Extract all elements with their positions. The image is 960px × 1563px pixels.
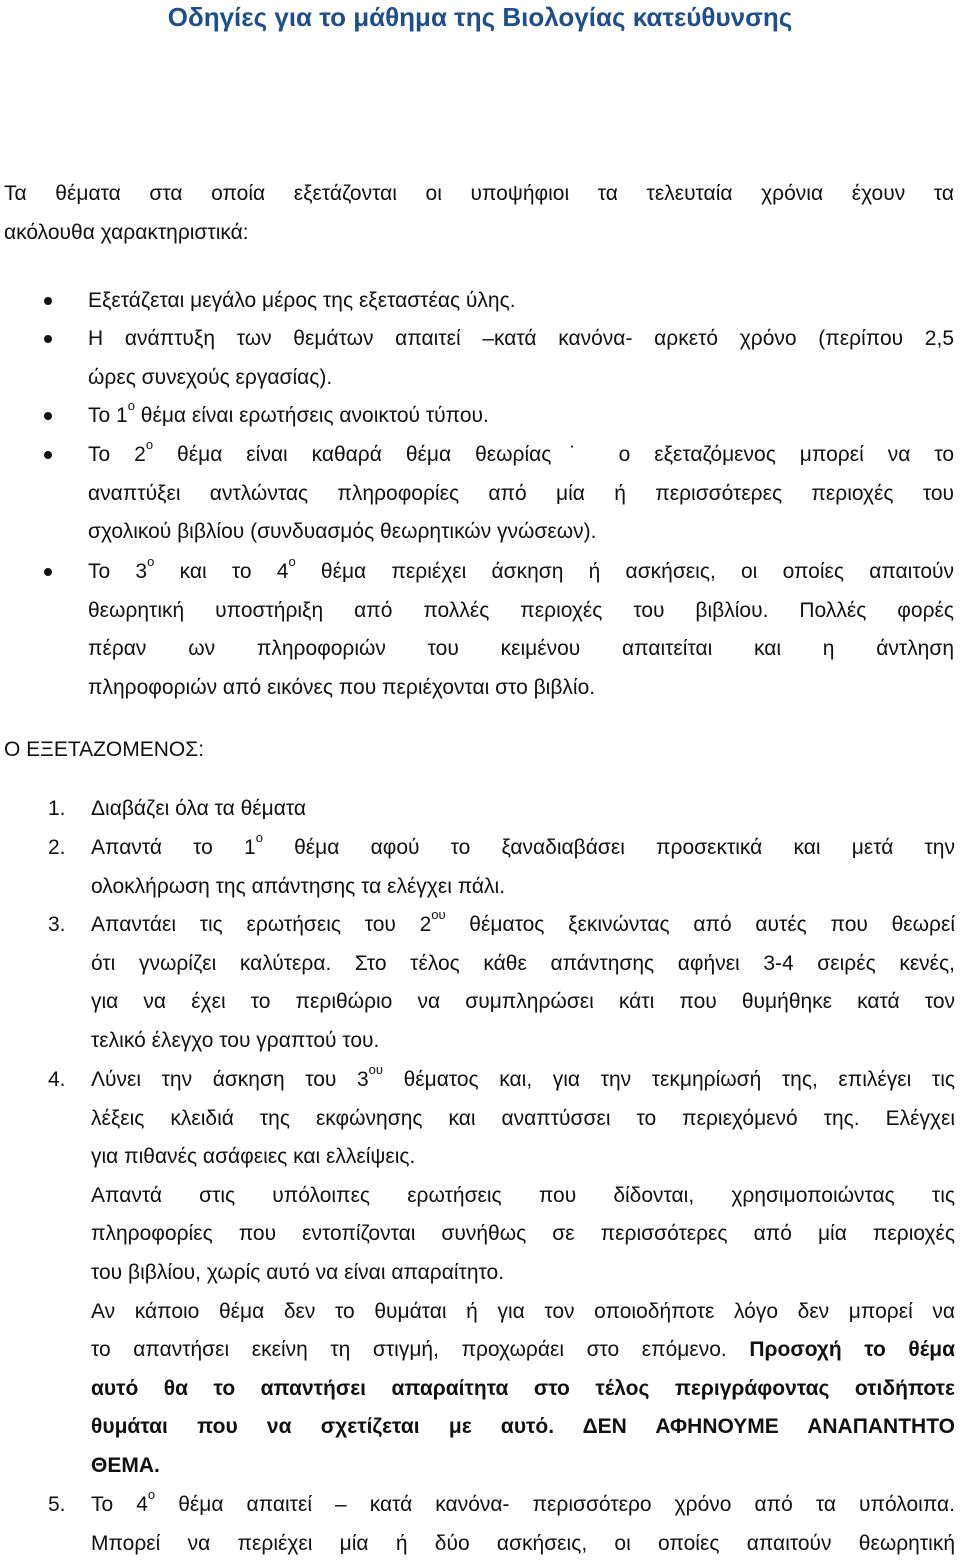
bullet-icon: [44, 451, 52, 459]
step-text: Διαβάζει όλα τα θέματα: [91, 797, 307, 820]
bullet-text: Το $2^o$ θέμα είναι καθαρά θέμα θεωρίας˙ ο εξεταζόμενος μπορεί να το: [88, 437, 955, 466]
bullet-text: Η ανάπτυξη των θεμάτων απαιτεί –κατά κανόνα- αρκετό χρόνο (περίπου 2,5: [88, 327, 954, 350]
bullet-icon: [44, 412, 52, 420]
bullet-text: θεωρητική υποστήριξη από πολλές περιοχές του βιβλίου. Πολλές φορές: [88, 598, 954, 622]
bullet-text: σχολικού βιβλίου (συνδυασμός θεωρητικών γνώσεων).: [88, 520, 597, 544]
bullet-text: Το $3^o$ και το $4^o$ θέμα περιέχει άσκηση ή ασκήσεις, οι οποίες απαιτούν: [88, 554, 954, 583]
step-number: 5.: [48, 1493, 66, 1516]
bold-warning: αυτό θα το απαντήσει απαραίτητα στο τέλος περιγράφοντας οτιδήποτε: [91, 1376, 955, 1400]
bullet-text: πέραν ων πληροφοριών του κειμένου απαιτείται και η άντληση: [88, 637, 954, 661]
bold-warning: Προσοχή το θέμα: [749, 1338, 955, 1362]
intro-line-2: ακόλουθα χαρακτηριστικά:: [4, 220, 249, 244]
step-text: Λύνει την άσκηση του $3^{o\upsilon}$ θέματος και, για την τεκμηρίωσή της, επιλέγει τις λέξεις κλειδιά της εκφώνησης και αναπτύσσει το περιεχόμενό της. Ελέγχει για πιθανές ασάφειες και ελλείψεις. Απαντά στις υπόλοιπες ερωτήσεις που δίδονται, χρησιμοποιώντας τις πληροφορίες που εντοπίζονται συνήθως σε περισσότερες από μία περιοχές του βιβλίου, χωρίς αυτό να είναι απαραίτητο. Αν κάποιο θέμα δεν το θυμάται ή για τον οποιοδήποτε λόγο δεν μπορεί να το απαντήσει εκείνη τη στιγμή, προχωράει στο επόμενο. Προσοχή το θέμα αυτό θα το απαντήσει απαραίτητα στο τέλος περιγράφοντας οτιδήποτε θυμάται που να σχετίζεται με αυτό. ΔΕΝ ΑΦΗΝΟΥΜΕ ΑΝΑΠΑΝΤΗΤΟ ΘΕΜΑ.: [91, 1062, 955, 1477]
intro-line-1: Τα θέματα στα οποία εξετάζονται οι υποψήφιοι τα τελευταία χρόνια έχουν τα: [4, 182, 954, 205]
step-number: 2.: [48, 836, 66, 859]
step-number: 4.: [48, 1068, 66, 1091]
examinee-heading: Ο ΕΞΕΤΑΖΟΜΕΝΟΣ:: [4, 738, 205, 761]
bullet-text: Το $1^o$ θέμα είναι ερωτήσεις ανοικτού τύπου.: [88, 398, 489, 427]
step-number: 1.: [48, 797, 66, 820]
step-number: 3.: [48, 913, 66, 936]
step-text: Απαντάει τις ερωτήσεις του $2^{o\upsilon}$ θέματος ξεκινώντας από αυτές που θεωρεί ότι γνωρίζει καλύτερα. Στο τέλος κάθε απάντησης αφήνει 3-4 σειρές κενές, για να έχει το περιθώριο να συμπληρώσει κάτι που θυμήθηκε κατά τον τελικό έλεγχο του γραπτού του.: [91, 907, 955, 1052]
page-title: Οδηγίες για το μάθημα της Βιολογίας κατεύθυνσης: [167, 2, 793, 32]
bullet-text: αναπτύξει αντλώντας πληροφορίες από μία ή περισσότερες περιοχές του: [88, 481, 954, 505]
bullet-text: ώρες συνεχούς εργασίας).: [88, 365, 333, 389]
bold-warning: θυμάται που να σχετίζεται με αυτό. ΔΕΝ ΑΦΗΝΟΥΜΕ ΑΝΑΠΑΝΤΗΤΟ: [91, 1415, 955, 1439]
intro-paragraph: [4, 175, 954, 252]
bullet-icon: [44, 297, 52, 305]
bullet-icon: [44, 568, 52, 576]
bullet-text: πληροφοριών από εικόνες που περιέχονται στο βιβλίο.: [88, 675, 596, 699]
bullet-icon: [44, 335, 52, 343]
step-text: Το $4^o$ θέμα απαιτεί – κατά κανόνα- περισσότερο χρόνο από τα υπόλοιπα. Μπορεί να περιέχει μία ή δύο ασκήσεις, οι οποίες απαιτούν θεωρητική: [91, 1487, 955, 1555]
bullet-text: Εξετάζεται μεγάλο μέρος της εξεταστέας ύλης.: [88, 289, 516, 312]
bold-warning: ΘΕΜΑ.: [91, 1453, 160, 1477]
step-text: Απαντά το $1^o$ θέμα αφού το ξαναδιαβάσει προσεκτικά και μετά την ολοκλήρωση της απάντησης τα ελέγχει πάλι.: [91, 830, 955, 898]
